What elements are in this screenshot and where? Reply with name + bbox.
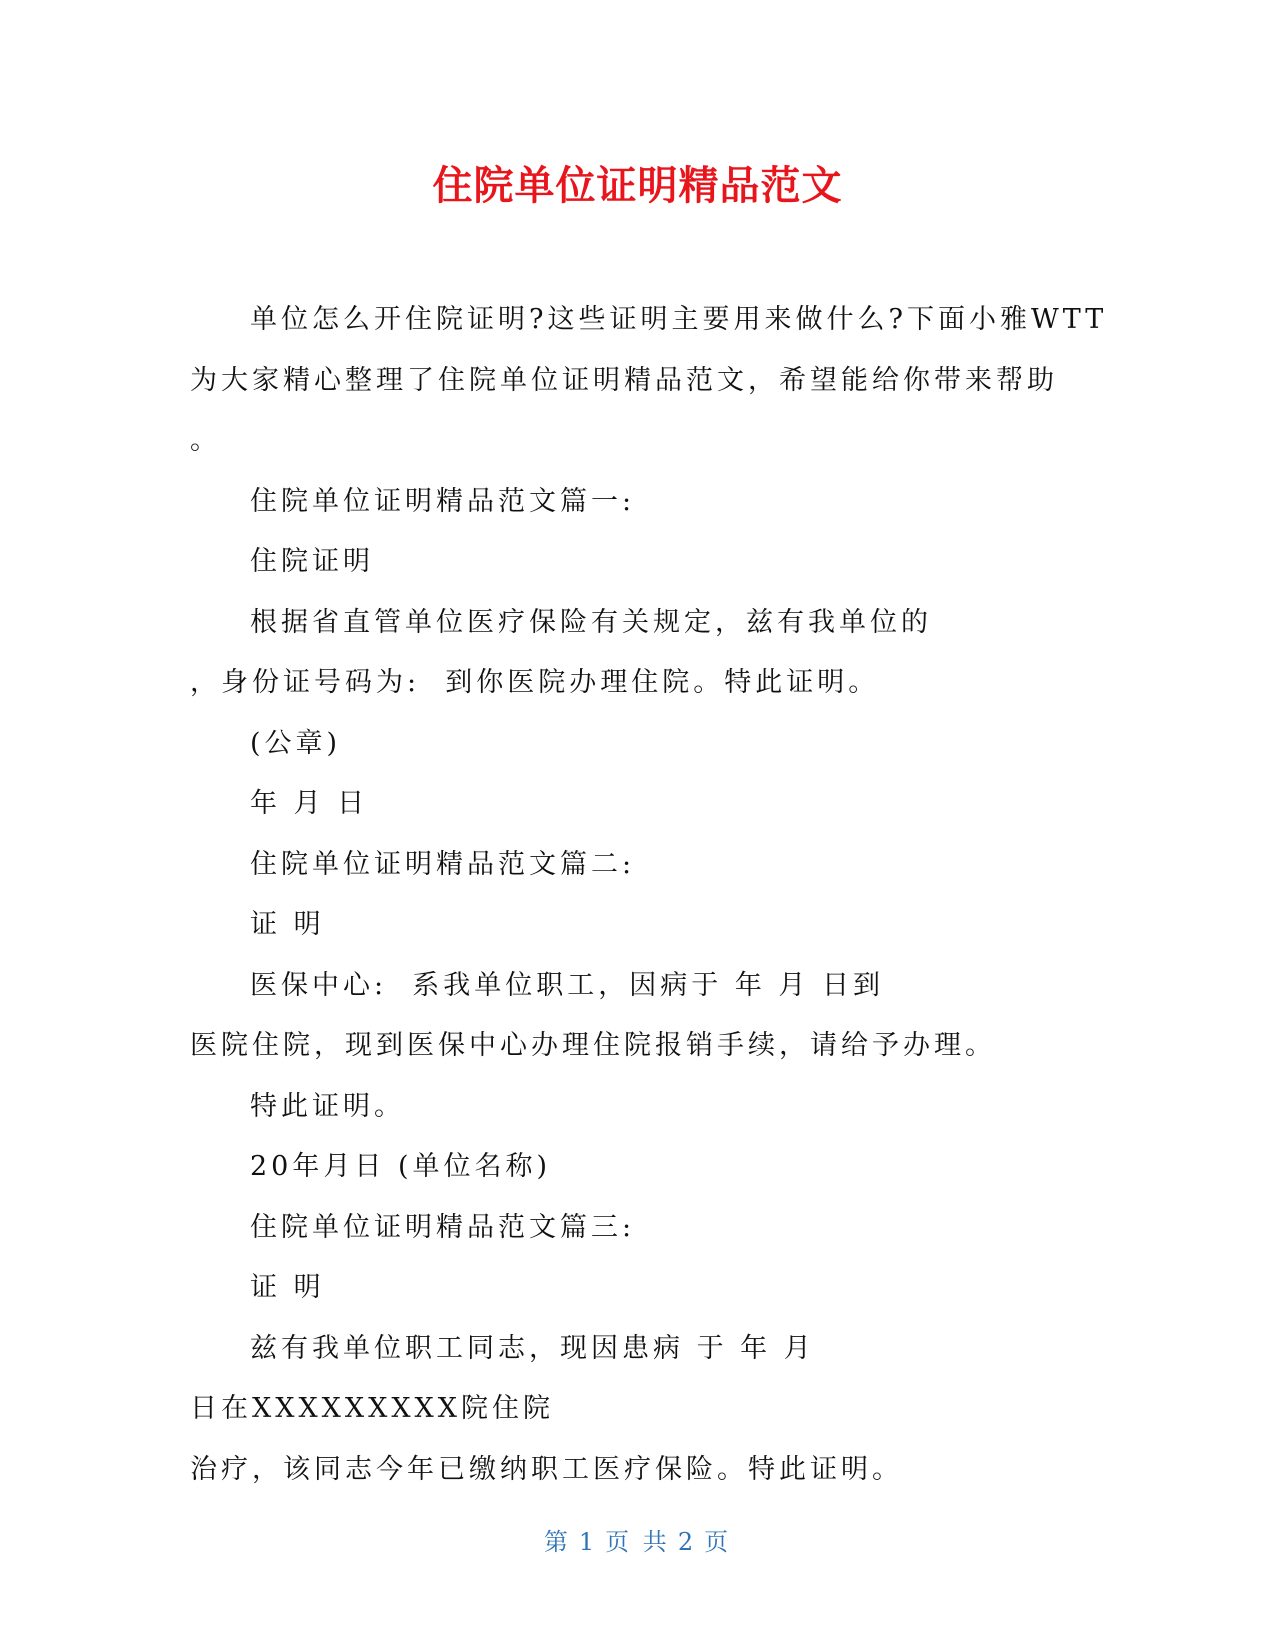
paragraph-line: 单位怎么开住院证明?这些证明主要用来做什么?下面小雅WTT	[250, 304, 1108, 335]
section-heading: 住院单位证明精品范文篇一:	[250, 485, 636, 517]
paragraph-line: 年 月 日	[250, 788, 369, 819]
paragraph-line: 医保中心: 系我单位职工，因病于 年 月 日到	[250, 969, 885, 1001]
paragraph-line: 证 明	[250, 909, 325, 940]
paragraph-line: ，身份证号码为: 到你医院办理住院。特此证明。	[190, 667, 880, 698]
document-title: 住院单位证明精品范文	[432, 163, 843, 209]
paragraph-line: 日在XXXXXXXXX院住院	[190, 1393, 554, 1424]
paragraph-line: 医院住院，现到医保中心办理住院报销手续，请给予办理。	[190, 1030, 996, 1061]
paragraph-line: 治疗，该同志今年已缴纳职工医疗保险。特此证明。	[190, 1453, 903, 1485]
paragraph-line: 证 明	[250, 1272, 325, 1303]
paragraph-line: (公章)	[250, 727, 342, 759]
page-label-prefix: 第	[543, 1528, 571, 1556]
page-footer	[0, 1527, 1275, 1557]
paragraph-line: 住院证明	[250, 546, 374, 577]
paragraph-line: 兹有我单位职工同志，现因患病 于 年 月	[250, 1332, 815, 1364]
paragraph-line: 根据省直管单位医疗保险有关规定，兹有我单位的	[250, 606, 932, 638]
paragraph-line: 特此证明。	[250, 1090, 405, 1122]
document-body	[190, 290, 1108, 1500]
page-label-suffix: 页	[704, 1528, 732, 1556]
section-heading: 住院单位证明精品范文篇二:	[250, 848, 636, 880]
paragraph-line: 为大家精心整理了住院单位证明精品范文，希望能给你带来帮助	[190, 364, 1058, 396]
page-label-middle: 页 共	[605, 1528, 670, 1556]
total-pages-number: 2	[677, 1528, 697, 1556]
current-page-number: 1	[578, 1528, 598, 1556]
paragraph-line: 。	[190, 425, 221, 456]
section-heading: 住院单位证明精品范文篇三:	[250, 1211, 636, 1243]
paragraph-line: 20年月日 (单位名称)	[250, 1151, 552, 1182]
